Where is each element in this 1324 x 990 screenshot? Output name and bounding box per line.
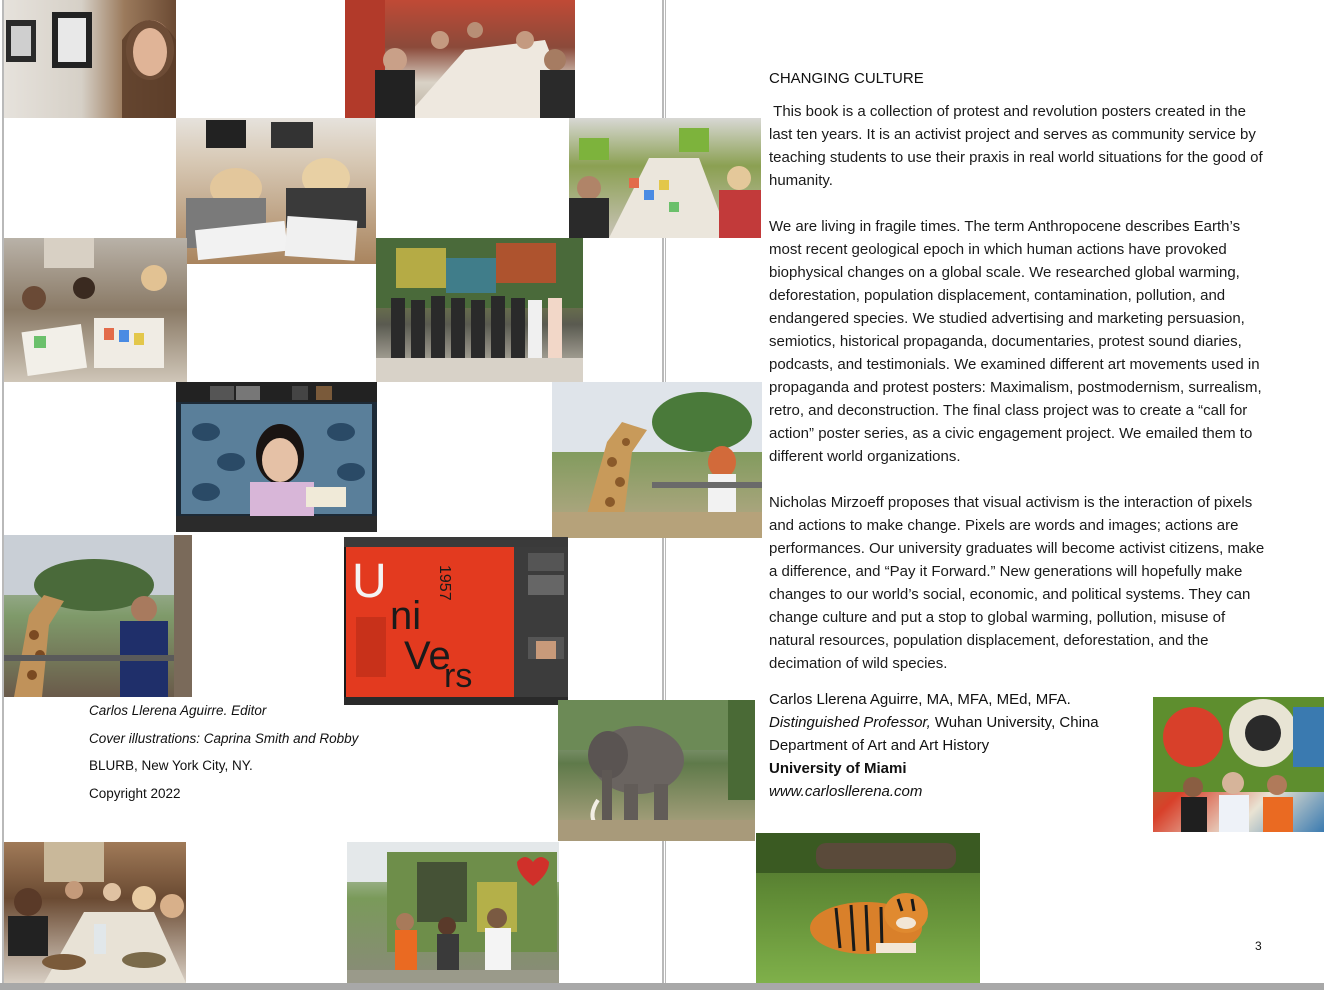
students-drawing-image — [176, 118, 376, 264]
giraffe-man-image — [4, 535, 192, 697]
gallery-woman-image — [4, 0, 176, 118]
author-role — [769, 711, 1099, 734]
page-title: CHANGING CULTURE — [769, 70, 924, 87]
photo-graffiti-painting — [347, 842, 559, 983]
painting-class-image — [4, 238, 187, 382]
viewer-bottom-bar — [0, 983, 1324, 990]
video-call-image — [176, 382, 377, 532]
credit-publisher: BLURB, New York City, NY. — [89, 758, 253, 773]
paragraph-intro: This book is a collection of protest and revolution posters created in the last ten years. It is an activist project and serves as community service by teaching students to use their praxis in real world situations for the good of humanity. — [769, 103, 1267, 189]
svg-text:rs: rs — [444, 657, 473, 695]
mural-group-image — [376, 238, 583, 382]
svg-text:U: U — [352, 555, 387, 608]
credit-copyright: Copyright 2022 — [89, 785, 181, 801]
photo-restaurant-group — [345, 0, 575, 118]
paragraph-anthropocene: We are living in fragile times. The term Anthropocene describes Earth’s most recent geological epoch in which human actions have provoked biophysical changes on a global scale. We researched global warming, deforestation, population displacement, contamination, pollution, and endangered species. We studied advertising and marketing persuasion, semiotics, historical propaganda, documentaries, protest sound diaries, podcasts, and testimonials. We examined different art movements used in propaganda and protest posters: Maximalism, postmodernism, surrealism, retro, and deconstruction. The final class project was to create a “call for action” poster series, as a civic engagement project. We emailed them to different world organizations. — [769, 218, 1262, 465]
photo-tiger — [756, 833, 980, 983]
univers-poster-image — [344, 537, 568, 705]
page-number: 3 — [1255, 939, 1262, 953]
paragraph-mirzoeff: Nicholas Mirzoeff proposes that visual activism is the interaction of pixels and actions to make change. Pixels are words and images; actions are performances. Our university graduates will become activist citizens, make a difference, and “Pay it Forward.” New generations will hopefully make changes to our world’s social, economic, and political systems. They can change culture and put a stop to global warming, pollution, misuse of natural resources, population displacement, deforestation, and the decimation of wild species. — [769, 494, 1265, 672]
mural-trio-image — [1153, 697, 1324, 832]
tiger-image — [756, 833, 980, 983]
giraffe-woman-image — [552, 382, 762, 538]
photo-giraffe-man — [4, 535, 192, 697]
body-text — [769, 100, 1269, 675]
photo-dinner-group — [4, 842, 186, 983]
credit-editor: Carlos Llerena Aguirre. Editor — [89, 703, 267, 718]
author-block — [769, 688, 1099, 803]
photo-mural-trio — [1153, 697, 1324, 832]
author-name: Carlos Llerena Aguirre, MA, MFA, MEd, MFA. — [769, 691, 1071, 708]
dinner-group-image — [4, 842, 186, 983]
elephant-image — [558, 700, 755, 841]
photo-students-drawing — [176, 118, 376, 264]
svg-text:1957: 1957 — [436, 565, 453, 601]
photo-painting-class — [4, 238, 187, 382]
restaurant-group-image — [345, 0, 575, 118]
photo-gallery-woman — [4, 0, 176, 118]
author-website[interactable]: www.carlosllerena.com — [769, 783, 923, 800]
credits-block — [89, 697, 358, 807]
photo-video-call-turtles — [176, 382, 377, 532]
photo-mural-group — [376, 238, 583, 382]
paragraph-spacer — [769, 468, 1269, 491]
paragraph-spacer — [769, 192, 1269, 215]
author-university: University of Miami — [769, 760, 907, 777]
photo-giraffe-woman — [552, 382, 762, 538]
classroom-table-image — [569, 118, 761, 238]
author-role-institution: Wuhan University, China — [930, 714, 1099, 731]
page-left-border — [2, 0, 4, 985]
photo-univers-poster — [344, 537, 568, 705]
svg-text:ni: ni — [390, 594, 422, 638]
photo-elephant — [558, 700, 755, 841]
photo-classroom-table — [569, 118, 761, 238]
svg-text:Ve: Ve — [404, 634, 451, 678]
author-department: Department of Art and Art History — [769, 737, 990, 754]
credit-cover: Cover illustrations: Caprina Smith and Robby — [89, 730, 359, 746]
graffiti-painting-image — [347, 842, 559, 983]
author-role-title: Distinguished Professor, — [769, 714, 931, 731]
